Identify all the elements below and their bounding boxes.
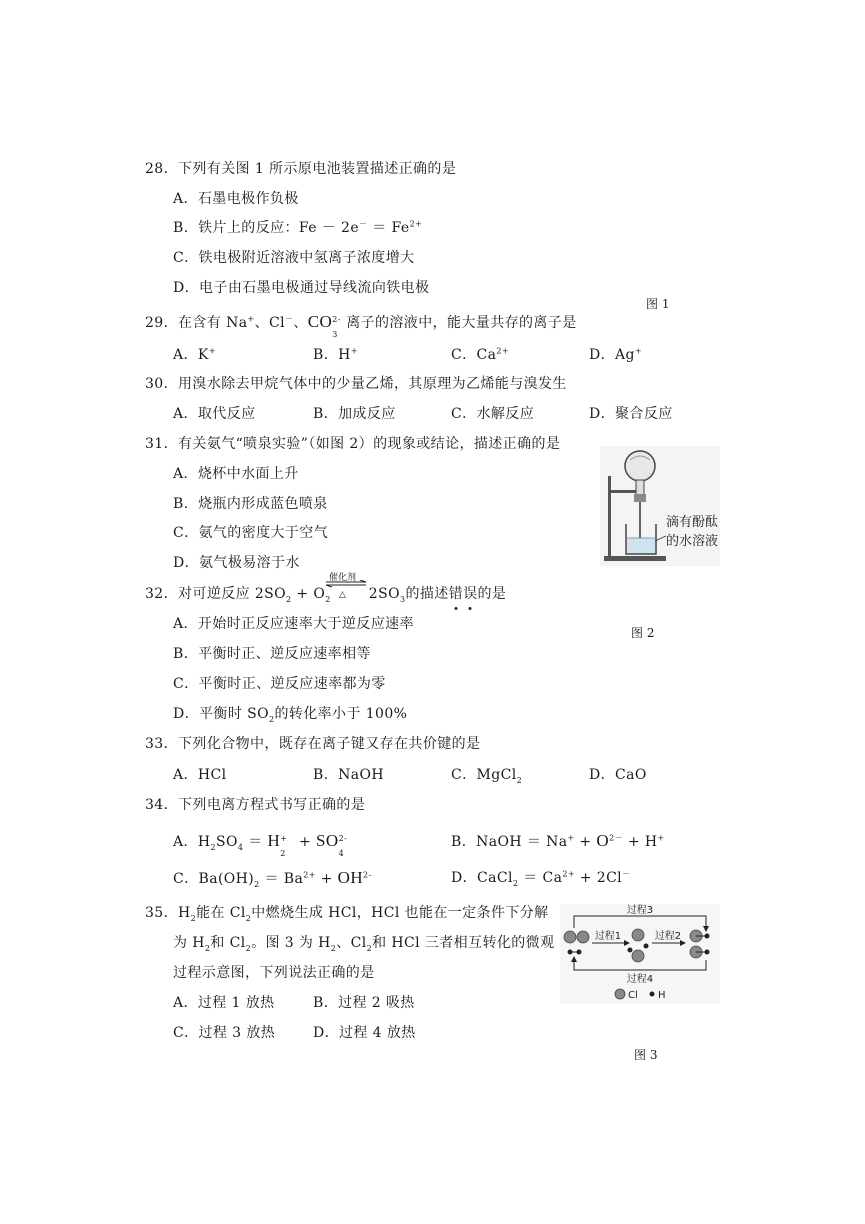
q35-stem-line3: 过程示意图，下列说法正确的是 <box>173 965 375 981</box>
stand-base <box>604 556 666 561</box>
q32-option-c: C．平衡时正、逆反应速率都为零 <box>173 676 386 692</box>
flask-neck <box>636 480 644 496</box>
q31-option-a: A．烧杯中水面上升 <box>173 466 299 482</box>
figure-2-caption <box>666 513 718 551</box>
legend-h-symbol <box>650 992 655 997</box>
q34-option-c: C．$Ba(OH)_2 = Ba^{2+} + OH^{2-}$ <box>173 868 372 889</box>
q30-option-d: D．聚合反应 <box>589 406 673 422</box>
q34-option-a: A．$H_2SO_4 = H$ + 2 + SO 2- 4 <box>173 831 348 858</box>
q34-stem: 34．下列电离方程式书写正确的是 <box>145 797 366 813</box>
q32-stem: 32．对可逆反应 $2SO_2 + O_2$ $2SO_3$的描述错误的是 <box>145 586 507 604</box>
q28-option-d: D．电子由石墨电极通过导线流向铁电极 <box>173 280 430 296</box>
q32-option-d: D．平衡时 $SO_2$的转化率小于 100% <box>173 706 408 724</box>
q31-option-c: C．氨气的密度大于空气 <box>173 525 329 541</box>
catalyst-label: 催化剂 <box>329 573 357 583</box>
stand-rod <box>608 476 611 558</box>
figure-3-label: 图 3 <box>634 1048 658 1062</box>
q31-option-b: B．烧瓶内形成蓝色喷泉 <box>173 496 328 512</box>
q30-option-b: B．加成反应 <box>313 406 396 422</box>
process-4-label: 过程4 <box>626 974 654 985</box>
q29-option-d: D．Ag+ <box>589 346 643 363</box>
legend-h-label: H <box>658 990 666 1001</box>
h-atom <box>644 944 649 949</box>
cl-atom <box>632 950 644 962</box>
q30-option-a: A．取代反应 <box>173 406 256 422</box>
q33-option-b: B．NaOH <box>313 767 384 783</box>
q30-option-c: C．水解反应 <box>451 406 535 422</box>
q29-option-c: C．$Ca^{2+}$ <box>451 346 509 363</box>
q35-option-d: D．过程 4 放热 <box>313 1025 416 1041</box>
q34-option-d: D．CaCl$_2$ ＝ $Ca^{2+} + 2Cl^-$ <box>451 869 631 888</box>
q31-stem: 31．有关氨气“喷泉实验”（如图 2）的现象或结论，描述正确的是 <box>145 436 561 452</box>
process-3-label: 过程3 <box>626 905 654 916</box>
q33-option-d: D．CaO <box>589 767 647 783</box>
q29-option-b: B．H+ <box>313 346 358 363</box>
q35-option-b: B．过程 2 吸热 <box>313 995 415 1011</box>
figure-2-caption-line2: 的水溶液 <box>666 534 719 549</box>
figure-2-caption-line1: 滴有酚酞 <box>666 515 719 530</box>
process-diagram-figure <box>560 904 720 1004</box>
q28-option-c: C．铁电极附近溶液中氢离子浓度增大 <box>173 250 415 266</box>
q33-stem: 33．下列化合物中，既存在离子键又存在共价键的是 <box>145 736 481 752</box>
legend-cl-label: Cl <box>628 990 638 1001</box>
cl-atom <box>564 931 576 943</box>
q29-stem: 29．在含有 Na+、Cl－、CO 2- 3 离子的溶液中，能大量共存的离子是 <box>145 312 577 339</box>
q32-option-b: B．平衡时正、逆反应速率相等 <box>173 646 371 662</box>
figure-2-label: 图 2 <box>631 626 655 640</box>
q28-option-b: B．铁片上的反应：$Fe - 2e^- = Fe^{2+}$ <box>173 219 423 236</box>
q33-option-c: C．MgCl$_2$ <box>451 767 523 785</box>
h-atom <box>628 948 633 953</box>
q28-stem: 28．下列有关图 1 所示原电池装置描述正确的是 <box>145 161 457 177</box>
beaker-solution <box>627 538 655 553</box>
q32-option-a: A．开始时正反应速率大于逆反应速率 <box>173 616 414 632</box>
q33-option-a: A．HCl <box>173 767 227 783</box>
q35-stem-line1: 35．$H_2$能在 $Cl_2$中燃烧生成 HCl，HCl 也能在一定条件下分解 <box>145 905 549 923</box>
q28-option-a: A．石墨电极作负极 <box>173 191 299 207</box>
reversible-arrow <box>324 580 368 588</box>
q35-option-a: A．过程 1 放热 <box>173 995 275 1011</box>
cl-atom <box>577 931 589 943</box>
process-1-label: 过程1 <box>594 931 622 942</box>
cl-atom <box>632 929 644 941</box>
q29-option-a: A．K+ <box>173 346 216 363</box>
stopper <box>634 494 646 502</box>
q35-option-c: C．过程 3 放热 <box>173 1025 276 1041</box>
figure-1-label: 图 1 <box>646 297 670 311</box>
q35-stem-line2: 为 $H_2$和 $Cl_2$。图 3 为 $H_2$、$Cl_2$和 HCl 三者相互转化的微观 <box>173 935 555 953</box>
q34-option-b: B．NaOH ＝ $Na^+ + O^{2-} + H^+$ <box>451 831 665 850</box>
q30-stem: 30．用溴水除去甲烷气体中的少量乙烯，其原理为乙烯能与溴发生 <box>145 376 567 392</box>
legend-cl-symbol <box>615 989 625 999</box>
q31-option-d: D．氨气极易溶于水 <box>173 555 300 571</box>
heat-symbol: △ <box>339 590 346 600</box>
process-2-label: 过程2 <box>654 931 682 942</box>
